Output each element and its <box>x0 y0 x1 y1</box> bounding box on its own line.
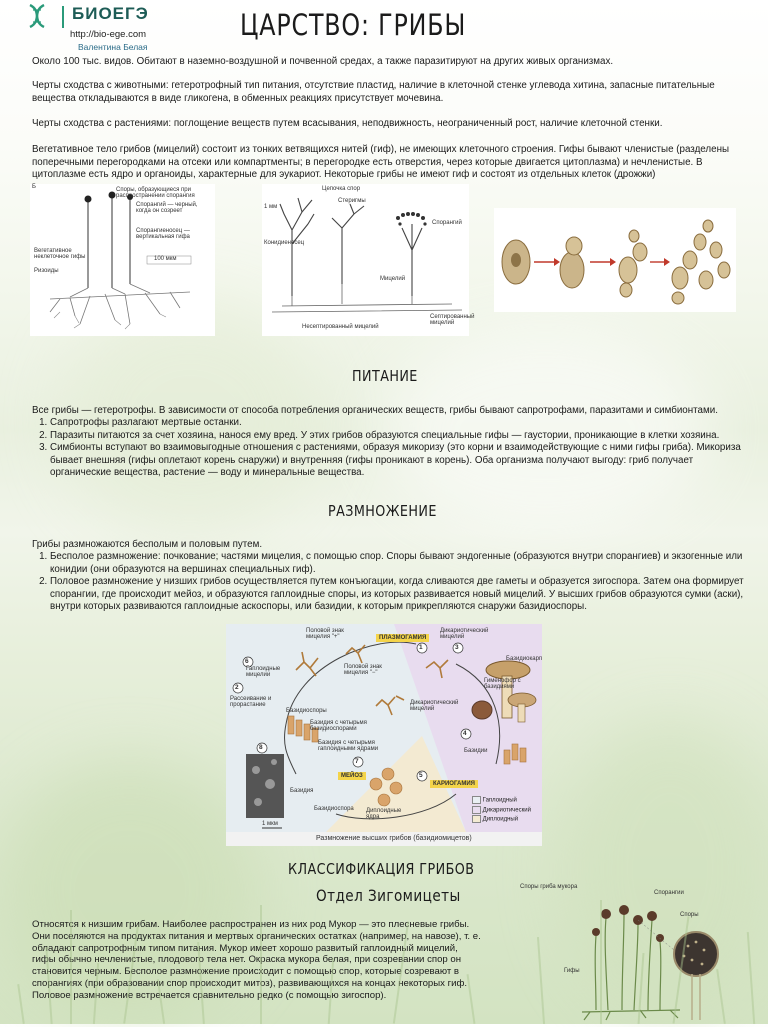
intro-paragraph-1: Около 100 тыс. видов. Обитают в наземно-воздушной и почвенной средах, а также паразитируют на других живых организмах. <box>32 56 614 67</box>
page-title: ЦАРСТВО: ГРИБЫ <box>240 8 467 42</box>
legend-swatch <box>472 815 481 823</box>
cycle-label: Базидиокарп <box>506 656 543 662</box>
figure-note: Спорангий <box>432 220 462 226</box>
section-heading-nutrition: ПИТАНИЕ <box>352 367 418 385</box>
step-number: 3 <box>455 644 459 651</box>
cycle-label: Диплоидные ядра <box>366 808 402 820</box>
step-number: 8 <box>259 744 263 751</box>
list-item: 2. Половое размножение у низших грибов осуществляется путем конъюгации, когда сливаются две гаметы и образуется зигоспора. Затем она формирует спорангии, где происходит мейоз, и образуются гаплоидные споры, из которых развивается новый мицелий. У высших грибов образуются сумки (аски), внутри которых развиваются гаплоидные аскоспоры, или базидии, к которым прикрепляются снаружи базидиоспоры. <box>50 576 752 614</box>
meiosis-label: МЕЙОЗ <box>338 772 366 780</box>
mucor-label: Споры гриба мукора <box>520 884 578 890</box>
grass-blade <box>70 910 72 1024</box>
nutrition-list <box>32 417 750 480</box>
figure-scale: 100 мкм <box>154 256 177 262</box>
cycle-label: Базидия с четырьмя базидиоспорами <box>310 720 367 732</box>
cycle-label: Гаплоидные мицелии <box>246 666 281 678</box>
figure-note: Септированный мицелий <box>430 314 475 326</box>
figure-caption: Размножение высших грибов (базидиомицетов) <box>226 832 542 846</box>
intro-paragraph-2: Черты сходства с животными: гетеротрофный тип питания, отсутствие пластид, наличие в клеточной стенке углевода хитина, запасные питательные вещества откладываются в виде гликогена, в обменных реакциях присутствует мочевина. <box>32 80 715 104</box>
basidiomycete-life-cycle-figure <box>226 624 542 846</box>
figure-caption: Несептированный мицелий <box>302 324 379 330</box>
mucor-figure <box>520 880 750 1022</box>
grass-blade <box>600 900 602 1024</box>
figure-note: Спорангий — черный, когда он созреет <box>136 202 198 214</box>
figure-note: Мицелий <box>380 276 406 282</box>
legend-label: Гаплоидный <box>482 797 517 804</box>
figure-note: Споры, образующиеся при распространении спорангия <box>116 187 195 199</box>
cycle-legend <box>472 796 531 825</box>
figure-note: Стеригмы <box>338 198 366 204</box>
legend-item <box>472 815 531 825</box>
mucor-label: Споры <box>680 912 699 918</box>
figure-label: Б <box>32 184 36 190</box>
subheading-zygomycetes: Отдел Зигомицеты <box>316 886 461 905</box>
legend-swatch <box>472 796 481 804</box>
step-number: 6 <box>245 658 249 665</box>
cycle-label: Гименофор с базидиями <box>484 678 521 690</box>
step-number: 1 <box>419 644 423 651</box>
cycle-label: Половой знак мицелия "+" <box>306 628 344 640</box>
mucor-label: Гифы <box>564 968 580 974</box>
list-item: 3. Симбионты вступают во взаимовыгодные отношения с растениями, образуя микоризу (это корни и взаимодействующие с ними гифы гриба). Микориза бывает внешняя (гифы оплетают корень снаружи) и внутренняя (гифы проникают в корень). Оба организма получают выгоду: гриб получает органические вещества, растение — воду и минеральные вещества. <box>50 442 750 480</box>
intro-paragraph-4: Вегетативное тело грибов (мицелий) состоит из тонких ветвящихся нитей (гиф), не имеющих клеточного строения. Гифы бывают членистые (разделены поперечными перегородками на отсеки или компартменты; в перегородке есть отверстия, через которые двигается цитоплазма) и нечленистые. В цитоплазме есть ядро и органоиды, характерные для эукариот. Некоторые грибы не имеют гиф и состоят из отдельных клеток (дрожжи) <box>32 144 730 180</box>
karyogamy-label: КАРИОГАМИЯ <box>430 780 478 788</box>
mucor-drawing <box>520 880 750 1022</box>
step-number: 7 <box>355 758 359 765</box>
cycle-label: Базидия с четырьмя гаплоидными ядрами <box>318 740 379 752</box>
logo-author: Валентина Белая <box>78 42 148 52</box>
cycle-label: Дикариотический мицелий <box>440 628 489 640</box>
figure-note: 1 мм <box>264 204 278 210</box>
logo-separator <box>62 6 64 28</box>
list-item: 1. Сапротрофы разлагают мертвые останки. <box>50 417 750 430</box>
hyphae-figure <box>262 184 475 336</box>
mycelium-figure <box>30 184 215 336</box>
logo-title: БИОЕГЭ <box>72 4 149 23</box>
scale-label: 1 мкм <box>262 821 278 827</box>
step-number: 5 <box>419 772 423 779</box>
reproduction-intro: Грибы размножаются бесполым и половым путем. <box>32 539 263 550</box>
dna-icon <box>26 4 48 28</box>
list-item: 1. Бесполое размножение: почкование; частями мицелия, с помощью спор. Споры бывают эндогенные (образуются внутри спорангиев) и экзогенные или конидии (они образуются на вершинах специальных гиф). <box>50 551 752 576</box>
cycle-label: Дикариотический мицелий <box>410 700 459 712</box>
reproduction-list <box>32 551 752 614</box>
legend-label: Дикариотический <box>482 807 531 814</box>
cycle-label: Базидии <box>464 748 488 754</box>
figure-note: Конидиеносец <box>264 240 305 246</box>
figure-note: Ризоиды <box>34 268 59 274</box>
cycle-label: Половой знак мицелия "−" <box>344 664 382 676</box>
step-number: 2 <box>235 684 239 691</box>
legend-item <box>472 806 531 816</box>
legend-swatch <box>472 806 481 814</box>
site-logo[interactable] <box>26 4 176 52</box>
grass-blade <box>17 984 25 1024</box>
yeast-figure <box>494 208 736 312</box>
cycle-label: Базидия <box>290 788 314 794</box>
legend-item <box>472 796 531 806</box>
intro-paragraph-3: Черты сходства с растениями: поглощение веществ путем всасывания, неподвижность, неограниченный рост, наличие клеточной стенки. <box>32 118 663 129</box>
plasmogamy-label: ПЛАЗМОГАМИЯ <box>376 634 429 642</box>
legend-label: Диплоидный <box>482 816 519 823</box>
cycle-label: Рассеивание и прорастание <box>230 696 272 708</box>
mucor-label: Спорангии <box>654 890 684 896</box>
list-item: 2. Паразиты питаются за счет хозяина, нанося ему вред. У этих грибов образуются специальные гифы — гаустории, проникающие в клетки хозяина. <box>50 430 750 443</box>
section-heading-reproduction: РАЗМНОЖЕНИЕ <box>328 502 437 520</box>
logo-url[interactable]: http://bio-ege.com <box>70 29 147 40</box>
cycle-label: Базидиоспора <box>314 806 354 812</box>
figure-note: Вегетативное неклеточное гифы <box>34 248 86 260</box>
section-heading-classification: КЛАССИФИКАЦИЯ ГРИБОВ <box>288 860 475 878</box>
grass-blade <box>260 905 262 1024</box>
figure-note: Спорангиеносец — вертикальная гифа <box>136 228 190 240</box>
zygomycetes-text: Относятся к низшим грибам. Наиболее распространен из них род Мукор — это плесневые грибы. Они поселяются на продуктах питания и мертвых органических остатках (например, на навозе), т. е. обладают сапротрофным типом питания. Мукор имеет хорошо развитый гаплоидный мицелий, гифы обычно нечленистые, плодового тела нет. Окраска мукора белая, при созревании спор он становится черным. Бесполое размножение происходит с помощью спор, которые созревают в спорангиях (при образовании спор происходит митоз), развивающихся на концах некоторых гиф. Половое размножение встречается сравнительно редко (с помощью зигоспор). <box>32 919 481 1001</box>
yeast-budding-drawing <box>494 208 736 312</box>
figure-note: Цепочка спор <box>322 186 361 192</box>
cycle-label: Базидиоспоры <box>286 708 327 714</box>
step-number: 4 <box>463 730 467 737</box>
nutrition-intro: Все грибы — гетеротрофы. В зависимости от способа потребления органических веществ, грибы бывают сапротрофами, паразитами и симбионтами. <box>32 405 718 416</box>
